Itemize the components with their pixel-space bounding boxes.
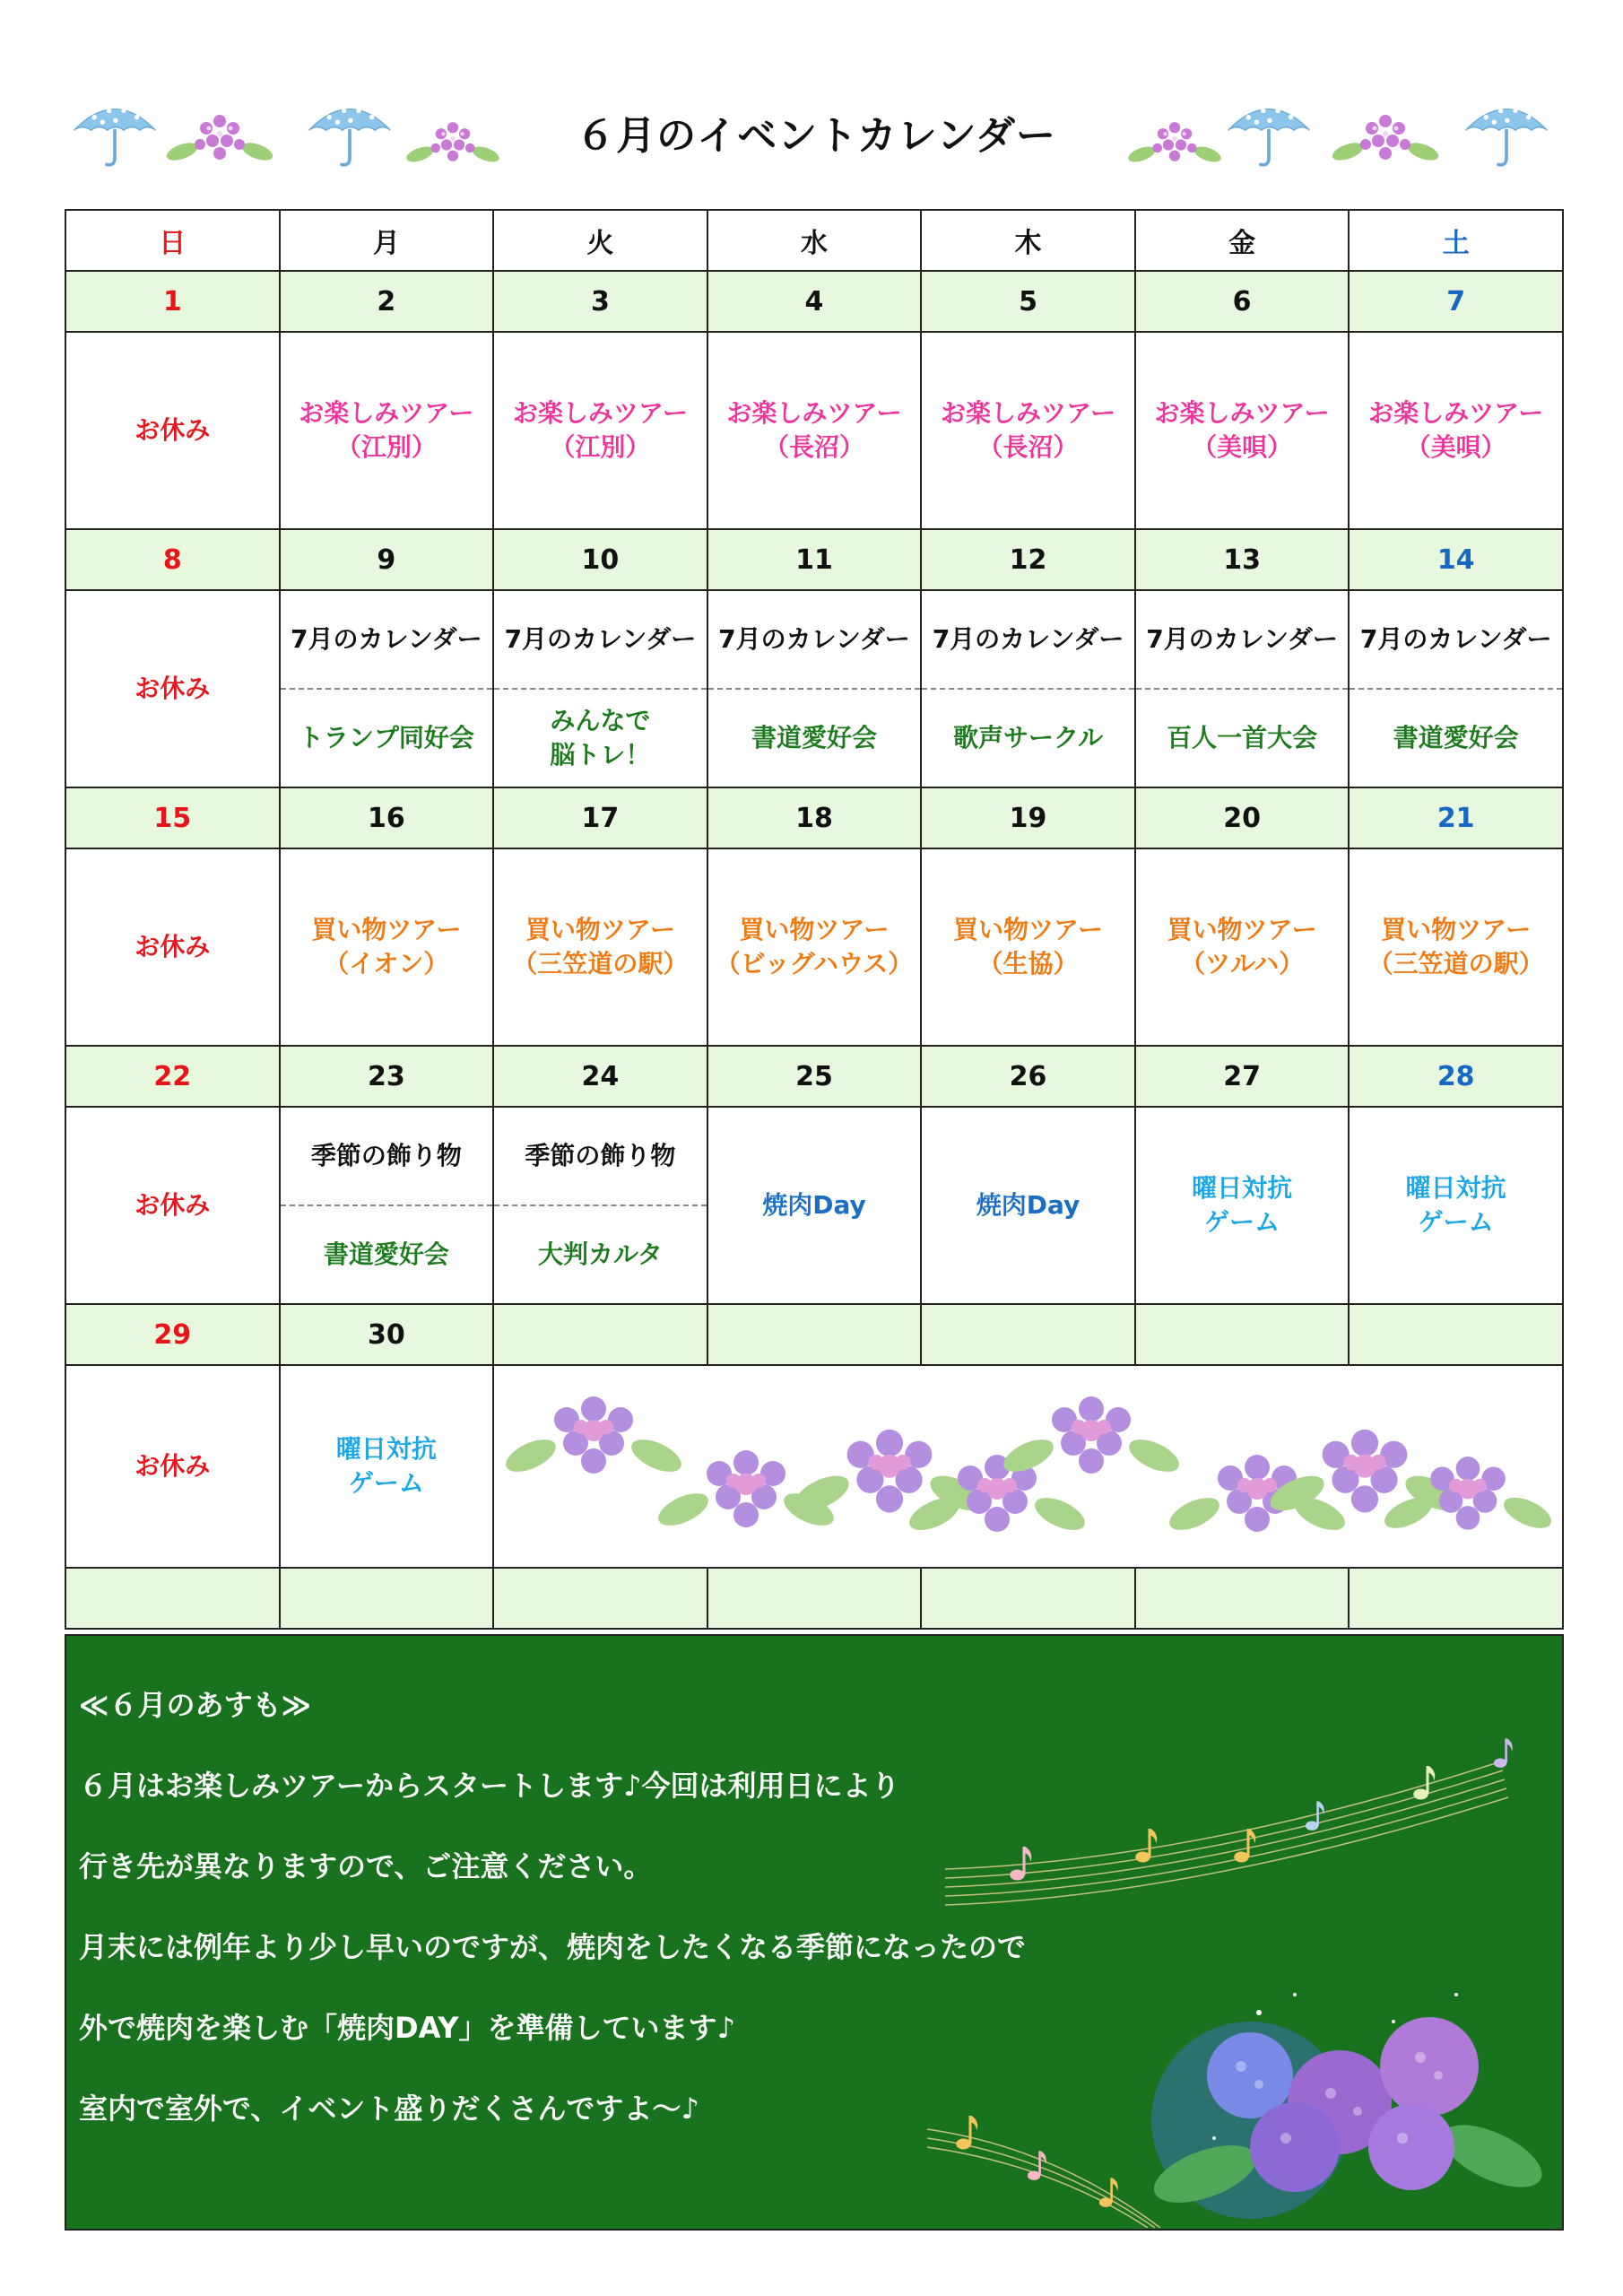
date-row bbox=[65, 271, 1563, 332]
date-cell: 11 bbox=[707, 529, 922, 590]
event-row bbox=[65, 1365, 1563, 1568]
date-cell: 13 bbox=[1135, 529, 1350, 590]
date-cell: 10 bbox=[493, 529, 707, 590]
club-event: 書道愛好会 bbox=[751, 723, 877, 752]
empty-cell bbox=[65, 1568, 280, 1629]
weekday-sat: 土 bbox=[1349, 210, 1563, 271]
date-cell: 1 bbox=[65, 271, 280, 332]
event-cell bbox=[707, 590, 922, 787]
date-cell: 7 bbox=[1349, 271, 1563, 332]
calendar-table bbox=[65, 209, 1564, 1630]
weekday-tue: 火 bbox=[493, 210, 707, 271]
event-cell bbox=[1135, 590, 1350, 787]
tour-event: お楽しみツアー （美唄） bbox=[1349, 332, 1563, 529]
date-row bbox=[65, 1046, 1563, 1107]
shopping-event: 買い物ツアー （三笠道の駅） bbox=[493, 848, 707, 1046]
hydrangea-illustration bbox=[493, 1365, 1563, 1568]
shopping-event: 買い物ツアー （ビッグハウス） bbox=[707, 848, 922, 1046]
tour-event: お楽しみツアー （美唄） bbox=[1135, 332, 1350, 529]
decoration-event: 季節の飾り物 bbox=[281, 1108, 493, 1206]
game-event: 曜日対抗 ゲーム bbox=[1135, 1107, 1350, 1304]
date-cell: 26 bbox=[921, 1046, 1135, 1107]
event-cell bbox=[493, 1107, 707, 1304]
event-cell bbox=[280, 1107, 494, 1304]
event-cell bbox=[1349, 590, 1563, 787]
date-cell: 5 bbox=[921, 271, 1135, 332]
date-cell bbox=[1135, 1304, 1350, 1365]
tour-event: お楽しみツアー （長沼） bbox=[921, 332, 1135, 529]
empty-cell bbox=[280, 1568, 494, 1629]
shopping-event: 買い物ツアー （ツルハ） bbox=[1135, 848, 1350, 1046]
weekday-sun: 日 bbox=[65, 210, 280, 271]
date-cell: 19 bbox=[921, 787, 1135, 848]
tour-event: お楽しみツアー （江別） bbox=[280, 332, 494, 529]
header bbox=[0, 85, 1623, 193]
yakiniku-event: 焼肉Day bbox=[921, 1107, 1135, 1304]
club-event: 大判カルタ bbox=[537, 1239, 663, 1269]
empty-cell bbox=[1135, 1568, 1350, 1629]
calendar-event: 7月のカレンダー bbox=[708, 591, 921, 690]
weekday-thu: 木 bbox=[921, 210, 1135, 271]
date-cell bbox=[493, 1304, 707, 1365]
tour-event: お楽しみツアー （江別） bbox=[493, 332, 707, 529]
notes-line: ６月はお楽しみツアーからスタートします♪今回は利用日により bbox=[79, 1769, 900, 1803]
event-row bbox=[65, 848, 1563, 1046]
hydrangea-icon bbox=[1327, 101, 1444, 173]
date-cell: 25 bbox=[707, 1046, 922, 1107]
club-event: 歌声サークル bbox=[952, 723, 1104, 752]
date-row bbox=[65, 529, 1563, 590]
event-cell bbox=[493, 590, 707, 787]
weekday-wed: 水 bbox=[707, 210, 922, 271]
calendar-event: 7月のカレンダー bbox=[922, 591, 1134, 690]
calendar-event: 7月のカレンダー bbox=[1136, 591, 1349, 690]
notes-line: 月末には例年より少し早いのですが、焼肉をしたくなる季節になったので bbox=[79, 1930, 1027, 1964]
date-cell: 2 bbox=[280, 271, 494, 332]
music-hydrangea-illustration bbox=[873, 1726, 1555, 2228]
hydrangea-icon bbox=[161, 101, 278, 173]
date-cell: 12 bbox=[921, 529, 1135, 590]
empty-row bbox=[65, 1568, 1563, 1629]
date-cell bbox=[1349, 1304, 1563, 1365]
date-cell: 6 bbox=[1135, 271, 1350, 332]
holiday-event: お休み bbox=[65, 1107, 280, 1304]
yakiniku-event: 焼肉Day bbox=[707, 1107, 922, 1304]
shopping-event: 買い物ツアー （三笠道の駅） bbox=[1349, 848, 1563, 1046]
date-cell bbox=[921, 1304, 1135, 1365]
calendar-event: 7月のカレンダー bbox=[281, 591, 493, 690]
club-event: 書道愛好会 bbox=[1393, 723, 1519, 752]
date-cell: 23 bbox=[280, 1046, 494, 1107]
game-event: 曜日対抗 ゲーム bbox=[280, 1365, 494, 1568]
umbrella-icon bbox=[305, 92, 395, 173]
date-cell: 8 bbox=[65, 529, 280, 590]
date-cell: 30 bbox=[280, 1304, 494, 1365]
club-event: 百人一首大会 bbox=[1167, 723, 1318, 752]
holiday-event: お休み bbox=[65, 848, 280, 1046]
date-cell: 24 bbox=[493, 1046, 707, 1107]
weekday-mon: 月 bbox=[280, 210, 494, 271]
date-cell: 21 bbox=[1349, 787, 1563, 848]
date-cell: 3 bbox=[493, 271, 707, 332]
notes-line: 室内で室外で、イベント盛りだくさんですよ～♪ bbox=[79, 2092, 699, 2126]
date-cell: 29 bbox=[65, 1304, 280, 1365]
empty-cell bbox=[1349, 1568, 1563, 1629]
weekday-header-row bbox=[65, 210, 1563, 271]
page-title: ６月のイベントカレンダー bbox=[576, 113, 1056, 159]
date-cell: 27 bbox=[1135, 1046, 1350, 1107]
empty-cell bbox=[921, 1568, 1135, 1629]
hydrangea-icon bbox=[1125, 110, 1224, 173]
event-cell bbox=[280, 590, 494, 787]
date-cell: 18 bbox=[707, 787, 922, 848]
date-cell: 16 bbox=[280, 787, 494, 848]
date-cell: 9 bbox=[280, 529, 494, 590]
notes-line: 行き先が異なりますので、ご注意ください。 bbox=[79, 1849, 653, 1883]
date-row bbox=[65, 1304, 1563, 1365]
date-cell: 22 bbox=[65, 1046, 280, 1107]
date-row bbox=[65, 787, 1563, 848]
event-row bbox=[65, 1107, 1563, 1304]
holiday-event: お休み bbox=[65, 1365, 280, 1568]
umbrella-icon bbox=[1224, 92, 1314, 173]
hydrangea-icon bbox=[404, 110, 502, 173]
date-cell: 20 bbox=[1135, 787, 1350, 848]
date-cell: 14 bbox=[1349, 529, 1563, 590]
tour-event: お楽しみツアー （長沼） bbox=[707, 332, 922, 529]
decoration-event: 季節の飾り物 bbox=[494, 1108, 707, 1206]
event-cell bbox=[921, 590, 1135, 787]
notes-heading: ≪６月のあすも≫ bbox=[79, 1688, 312, 1722]
shopping-event: 買い物ツアー （生協） bbox=[921, 848, 1135, 1046]
holiday-event: お休み bbox=[65, 332, 280, 529]
club-event: トランプ同好会 bbox=[298, 723, 474, 752]
event-row bbox=[65, 332, 1563, 529]
event-row bbox=[65, 590, 1563, 787]
club-event: 書道愛好会 bbox=[323, 1239, 449, 1269]
date-cell: 15 bbox=[65, 787, 280, 848]
umbrella-icon bbox=[70, 92, 160, 173]
club-event: みんなで 脳トレ！ bbox=[550, 706, 651, 770]
empty-cell bbox=[707, 1568, 922, 1629]
date-cell: 17 bbox=[493, 787, 707, 848]
notes-line: 外で焼肉を楽しむ「焼肉DAY」を準備しています♪ bbox=[79, 2011, 735, 2045]
notes-panel bbox=[65, 1634, 1564, 2231]
calendar-event: 7月のカレンダー bbox=[1350, 591, 1562, 690]
date-cell: 28 bbox=[1349, 1046, 1563, 1107]
date-cell: 4 bbox=[707, 271, 922, 332]
shopping-event: 買い物ツアー （イオン） bbox=[280, 848, 494, 1046]
game-event: 曜日対抗 ゲーム bbox=[1349, 1107, 1563, 1304]
calendar-event: 7月のカレンダー bbox=[494, 591, 707, 690]
date-cell bbox=[707, 1304, 922, 1365]
umbrella-icon bbox=[1462, 92, 1551, 173]
holiday-event: お休み bbox=[65, 590, 280, 787]
hydrangea-icon bbox=[495, 1366, 1562, 1558]
empty-cell bbox=[493, 1568, 707, 1629]
weekday-fri: 金 bbox=[1135, 210, 1350, 271]
